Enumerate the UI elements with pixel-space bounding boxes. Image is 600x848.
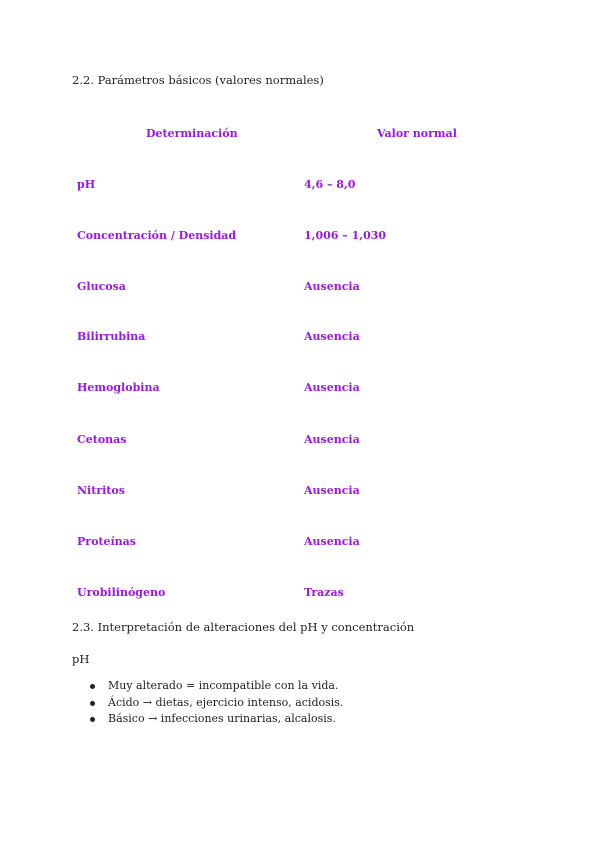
list-item bbox=[88, 711, 343, 728]
table-row bbox=[0, 330, 600, 346]
parameter-value: 1,006 – 1,030 bbox=[304, 229, 387, 242]
parameter-name: Bilirrubina bbox=[77, 330, 146, 343]
list-item-text: Ácido → dietas, ejercicio intenso, acidosis. bbox=[108, 695, 344, 709]
parameter-value: 4,6 – 8,0 bbox=[304, 178, 356, 191]
bullet-icon bbox=[90, 701, 95, 706]
subheading-ph: pH bbox=[72, 652, 90, 666]
table-row bbox=[0, 535, 600, 551]
parameter-name: Hemoglobina bbox=[77, 381, 160, 394]
list-item bbox=[88, 678, 343, 695]
parameter-name: Proteínas bbox=[77, 535, 136, 548]
parameter-value: Ausencia bbox=[304, 330, 360, 343]
table-row bbox=[0, 178, 600, 194]
parameter-name: pH bbox=[77, 178, 96, 191]
table-row bbox=[0, 433, 600, 449]
parameter-value: Ausencia bbox=[304, 535, 360, 548]
bullet-icon bbox=[90, 717, 95, 722]
list-item-text: Muy alterado = incompatible con la vida. bbox=[108, 679, 339, 692]
parameter-value: Ausencia bbox=[304, 484, 360, 497]
bullet-list bbox=[88, 678, 343, 728]
table-row bbox=[0, 484, 600, 500]
parameter-name: Urobilinógeno bbox=[77, 586, 166, 599]
table-row bbox=[0, 229, 600, 245]
bullet-icon bbox=[90, 684, 95, 689]
parameter-name: Cetonas bbox=[77, 433, 127, 446]
list-item-text: Básico → infecciones urinarias, alcalosis. bbox=[108, 712, 336, 725]
section-heading-2-3: 2.3. Interpretación de alteraciones del pH y concentración bbox=[72, 620, 415, 634]
parameter-value: Ausencia bbox=[304, 433, 360, 446]
parameter-value: Ausencia bbox=[304, 280, 360, 293]
table-row bbox=[0, 586, 600, 602]
parameter-value: Trazas bbox=[304, 586, 344, 599]
table-row bbox=[0, 280, 600, 296]
section-heading-2-2: 2.2. Parámetros básicos (valores normales) bbox=[72, 73, 324, 87]
table-row bbox=[0, 381, 600, 397]
list-item bbox=[88, 695, 343, 712]
parameter-name: Concentración / Densidad bbox=[77, 229, 237, 242]
parameter-name: Nitritos bbox=[77, 484, 125, 497]
table-header-normal-value: Valor normal bbox=[377, 127, 457, 140]
table-header-determination: Determinación bbox=[146, 127, 238, 140]
parameter-name: Glucosa bbox=[77, 280, 126, 293]
parameter-value: Ausencia bbox=[304, 381, 360, 394]
